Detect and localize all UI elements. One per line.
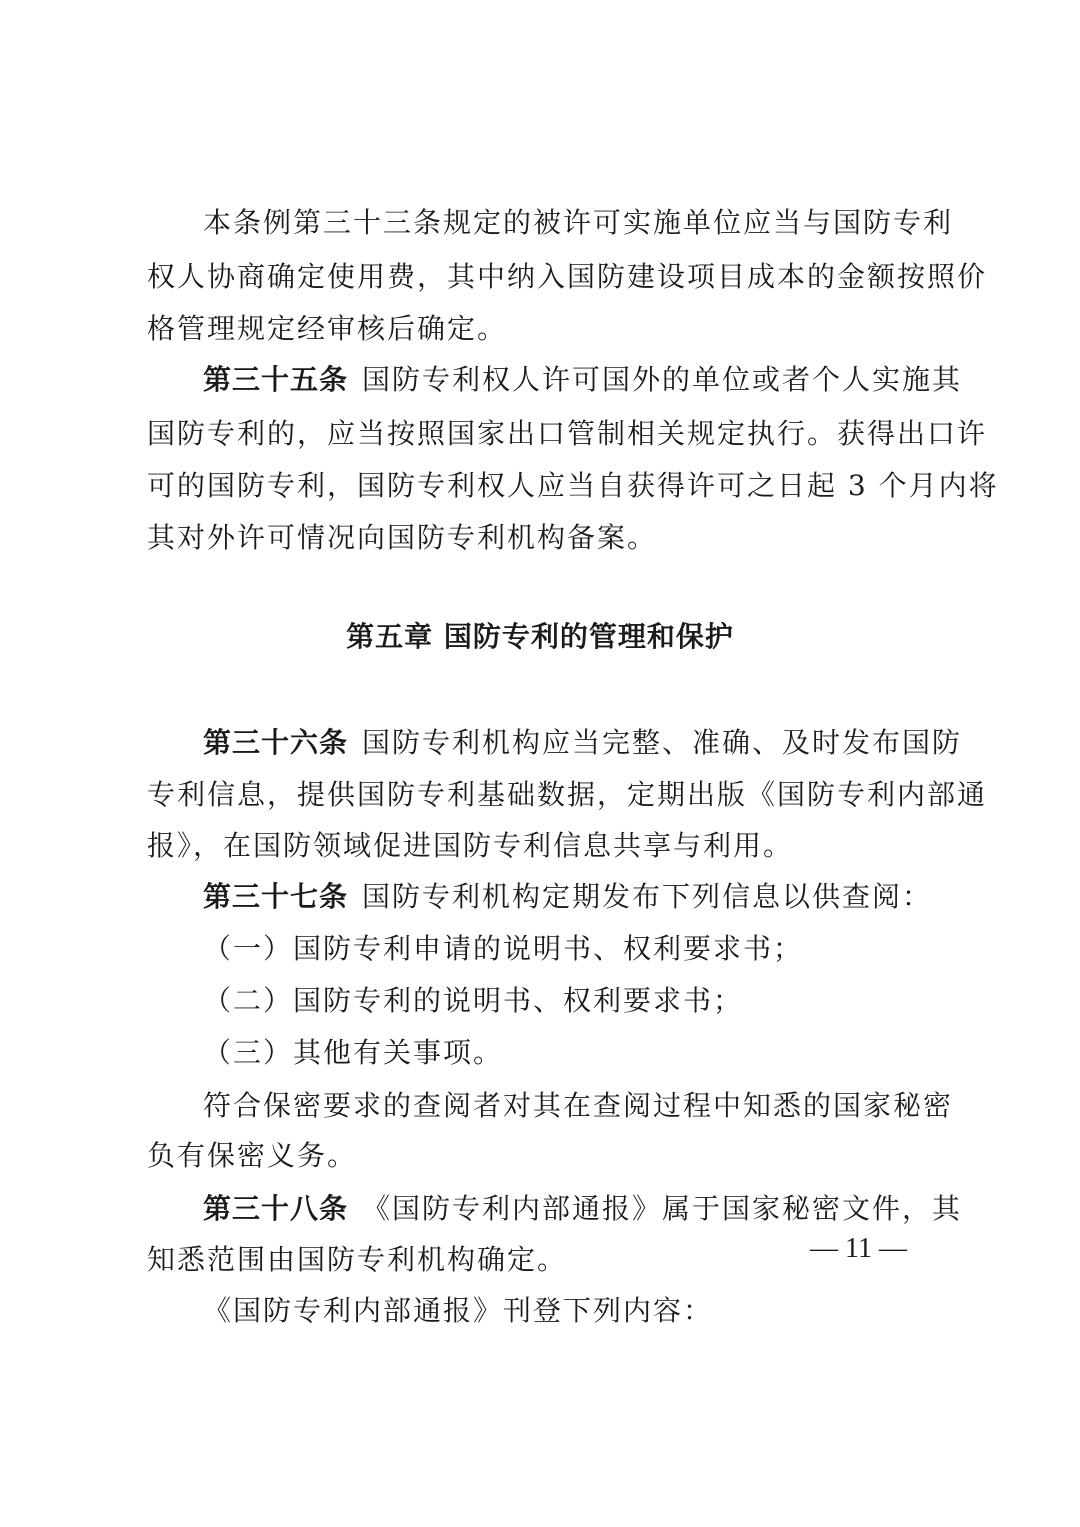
paragraph-text: 负有保密义务。 xyxy=(147,1139,358,1172)
paragraph-text: （一）国防专利申请的说明书、权利要求书； xyxy=(203,932,804,965)
text-line xyxy=(203,360,963,400)
article-heading: 第三十七条 xyxy=(203,880,349,913)
paragraph-text: 《国防专利内部通报》刊登下列内容： xyxy=(203,1294,714,1327)
paragraph-text: （二）国防专利的说明书、权利要求书； xyxy=(203,984,744,1017)
paragraph-text: 《国防专利内部通报》属于国家秘密文件，其 xyxy=(362,1192,963,1225)
paragraph-text: 报》，在国防领域促进国防专利信息共享与利用。 xyxy=(147,829,794,862)
paragraph-text: 国防专利权人许可国外的单位或者个人实施其 xyxy=(362,363,963,396)
paragraph-text: 专利信息，提供国防专利基础数据，定期出版《国防专利内部通 xyxy=(147,778,988,811)
paragraph-text: （三）其他有关事项。 xyxy=(203,1036,504,1069)
article-heading: 第三十六条 xyxy=(203,726,349,759)
paragraph-text: 格管理规定经审核后确定。 xyxy=(147,312,508,345)
text-line xyxy=(203,203,954,243)
text-line xyxy=(147,257,988,297)
article-heading: 第三十八条 xyxy=(203,1192,349,1225)
text-line xyxy=(203,723,963,763)
text-line xyxy=(147,466,999,506)
paragraph-text: 其对外许可情况向国防专利机构备案。 xyxy=(147,521,658,554)
paragraph-text: 知悉范围由国防专利机构确定。 xyxy=(147,1243,568,1276)
text-line xyxy=(147,518,947,558)
paragraph-text: 本条例第三十三条规定的被许可实施单位应当与国防专利 xyxy=(203,206,954,239)
text-line xyxy=(147,826,947,866)
paragraph-text: 符合保密要求的查阅者对其在查阅过程中知悉的国家秘密 xyxy=(203,1089,954,1122)
text-line xyxy=(147,309,947,349)
paragraph-text: 国防专利机构应当完整、准确、及时发布国防 xyxy=(362,726,963,759)
page-number: — 11 — xyxy=(810,1233,907,1264)
paragraph-text: 可的国防专利，国防专利权人应当自获得许可之日起 3 个月内将 xyxy=(147,469,999,502)
article-heading: 第三十五条 xyxy=(203,363,349,396)
text-line xyxy=(203,929,947,969)
text-line xyxy=(203,1086,954,1126)
paragraph-text: 权人协商确定使用费，其中纳入国防建设项目成本的金额按照价 xyxy=(147,260,988,293)
paragraph-text: 国防专利机构定期发布下列信息以供查阅： xyxy=(362,880,933,913)
chapter-title: 第五章 国防专利的管理和保护 xyxy=(346,620,734,653)
text-line xyxy=(147,775,988,815)
text-line xyxy=(203,877,947,917)
text-line xyxy=(147,414,988,454)
text-line xyxy=(147,1136,947,1176)
text-line xyxy=(203,1291,947,1331)
text-line xyxy=(203,1033,947,1073)
text-line xyxy=(203,1189,963,1229)
text-line xyxy=(203,981,947,1021)
paragraph-text: 国防专利的，应当按照国家出口管制相关规定执行。获得出口许 xyxy=(147,417,988,450)
